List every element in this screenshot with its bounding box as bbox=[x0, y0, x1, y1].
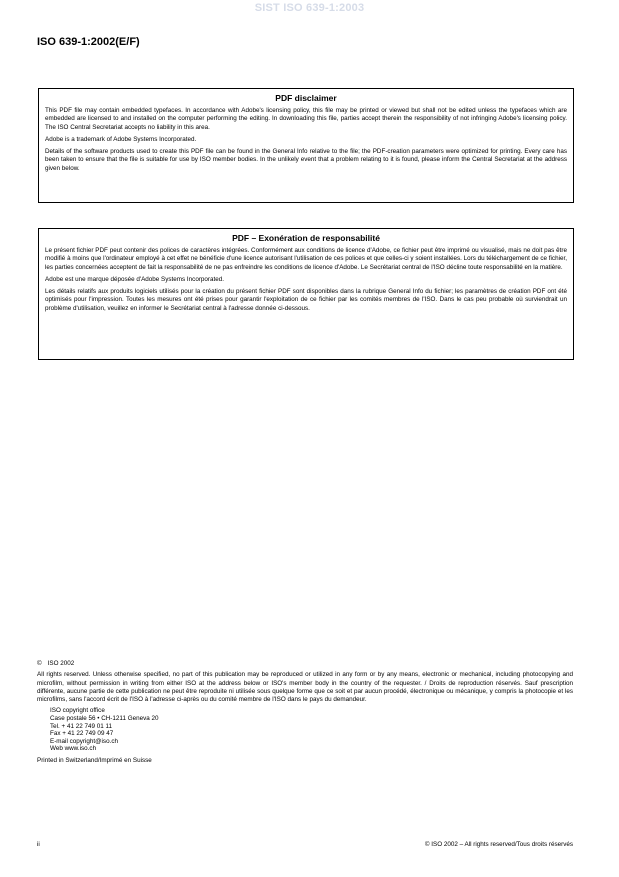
pdf-disclaimer-box bbox=[38, 88, 574, 203]
copyright-year: ISO 2002 bbox=[47, 660, 75, 667]
disclaimer-paragraph: Adobe is a trademark of Adobe Systems Incorporated. bbox=[45, 135, 197, 143]
address-line: Web www.iso.ch bbox=[50, 745, 97, 753]
document-id: ISO 639-1:2002(E/F) bbox=[37, 36, 140, 48]
address-line: Fax + 41 22 749 09 47 bbox=[50, 730, 114, 738]
printed-in: Printed in Switzerland/Imprimé en Suisse bbox=[37, 757, 152, 765]
page-number: ii bbox=[37, 841, 40, 848]
disclaimer-paragraph: Details of the software products used to create this PDF file can be found in the General Info relative to the file; the PDF-creation parameters were optimized for printing. Every care has been taken to ensure that the file is suitable for use by ISO member bodies. In the unlikely event that a problem relating to it is found, please inform the Central Secretariat at the address given below. bbox=[45, 148, 567, 172]
disclaimer-paragraph: This PDF file may contain embedded typefaces. In accordance with Adobe's licensing policy, this file may be printed or viewed but shall not be edited unless the typefaces which are embedded are licensed to and installed on the computer performing the editing. In downloading this file, parties accept therein the responsibility of not infringing Adobe's licensing policy. The ISO Central Secretariat accepts no liability in this area. bbox=[45, 107, 567, 131]
address-line: ISO copyright office bbox=[50, 707, 105, 715]
address-line: E-mail copyright@iso.ch bbox=[50, 737, 118, 745]
disclaimer-fr-paragraph: Adobe est une marque déposée d'Adobe Systems Incorporated. bbox=[45, 275, 225, 283]
watermark-text: SIST ISO 639-1:2003 bbox=[254, 2, 365, 14]
disclaimer-fr-paragraph: Les détails relatifs aux produits logiciels utilisés pour la création du présent fichier PDF sont disponibles dans la rubrique General Info du fichier; les paramètres de création PDF ont été optimisés pour l'impression. Toutes les mesures ont été prises pour garantir l'exploitation de ce fichier par les comités membres de l'ISO. Dans le cas peu probable où surviendrait un problème d'utilisation, veuillez en informer le Secrétariat central à l'adresse donnée ci-dessous. bbox=[45, 288, 567, 312]
footer-rights: © ISO 2002 – All rights reserved/Tous droits réservés bbox=[424, 841, 573, 848]
address-line: Case postale 56 • CH-1211 Geneva 20 bbox=[50, 715, 159, 723]
copyright-notice: All rights reserved. Unless otherwise specified, no part of this publication may be reproduced or utilized in any form or by any means, electronic or mechanical, including photocopying and microfilm, without permission in writing from either ISO at the address below or ISO's member body in the country of the requester. / Droits de reproduction réservés. Sauf prescription différente, aucune partie de cette publication ne peut être reproduite ni utilisée sous quelque forme que ce soit et par aucun procédé, électronique ou mécanique, y compris la photocopie et les microfilms, sans l'accord écrit de l'ISO à l'adresse ci-après ou du comité membre de l'ISO dans le pays du demandeur. bbox=[37, 671, 573, 704]
iso-address bbox=[50, 707, 573, 753]
copyright-symbol: © bbox=[37, 660, 42, 667]
copyright-line bbox=[37, 660, 573, 668]
disclaimer-title: PDF disclaimer bbox=[275, 93, 337, 103]
page-footer bbox=[37, 841, 573, 848]
pdf-disclaimer-fr-box bbox=[38, 228, 574, 360]
address-line: Tel. + 41 22 749 01 11 bbox=[50, 722, 113, 730]
disclaimer-fr-title: PDF – Exonération de responsabilité bbox=[232, 233, 380, 243]
disclaimer-fr-paragraph: Le présent fichier PDF peut contenir des polices de caractères intégrées. Conformément aux conditions de licence d'Adobe, ce fichier peut être imprimé ou visualisé, mais ne doit pas être modifié à moins que l'ordinateur employé à cet effet ne bénéficie d'une licence autorisant l'utilisation de ces polices et que celles-ci y soient installées. Lors du téléchargement de ce fichier, les parties concernées acceptent de fait la responsabilité de ne pas enfreindre les conditions de licence d'Adobe. Le Secrétariat central de l'ISO décline toute responsabilité en la matière. bbox=[45, 247, 567, 271]
copyright-block bbox=[37, 660, 573, 765]
